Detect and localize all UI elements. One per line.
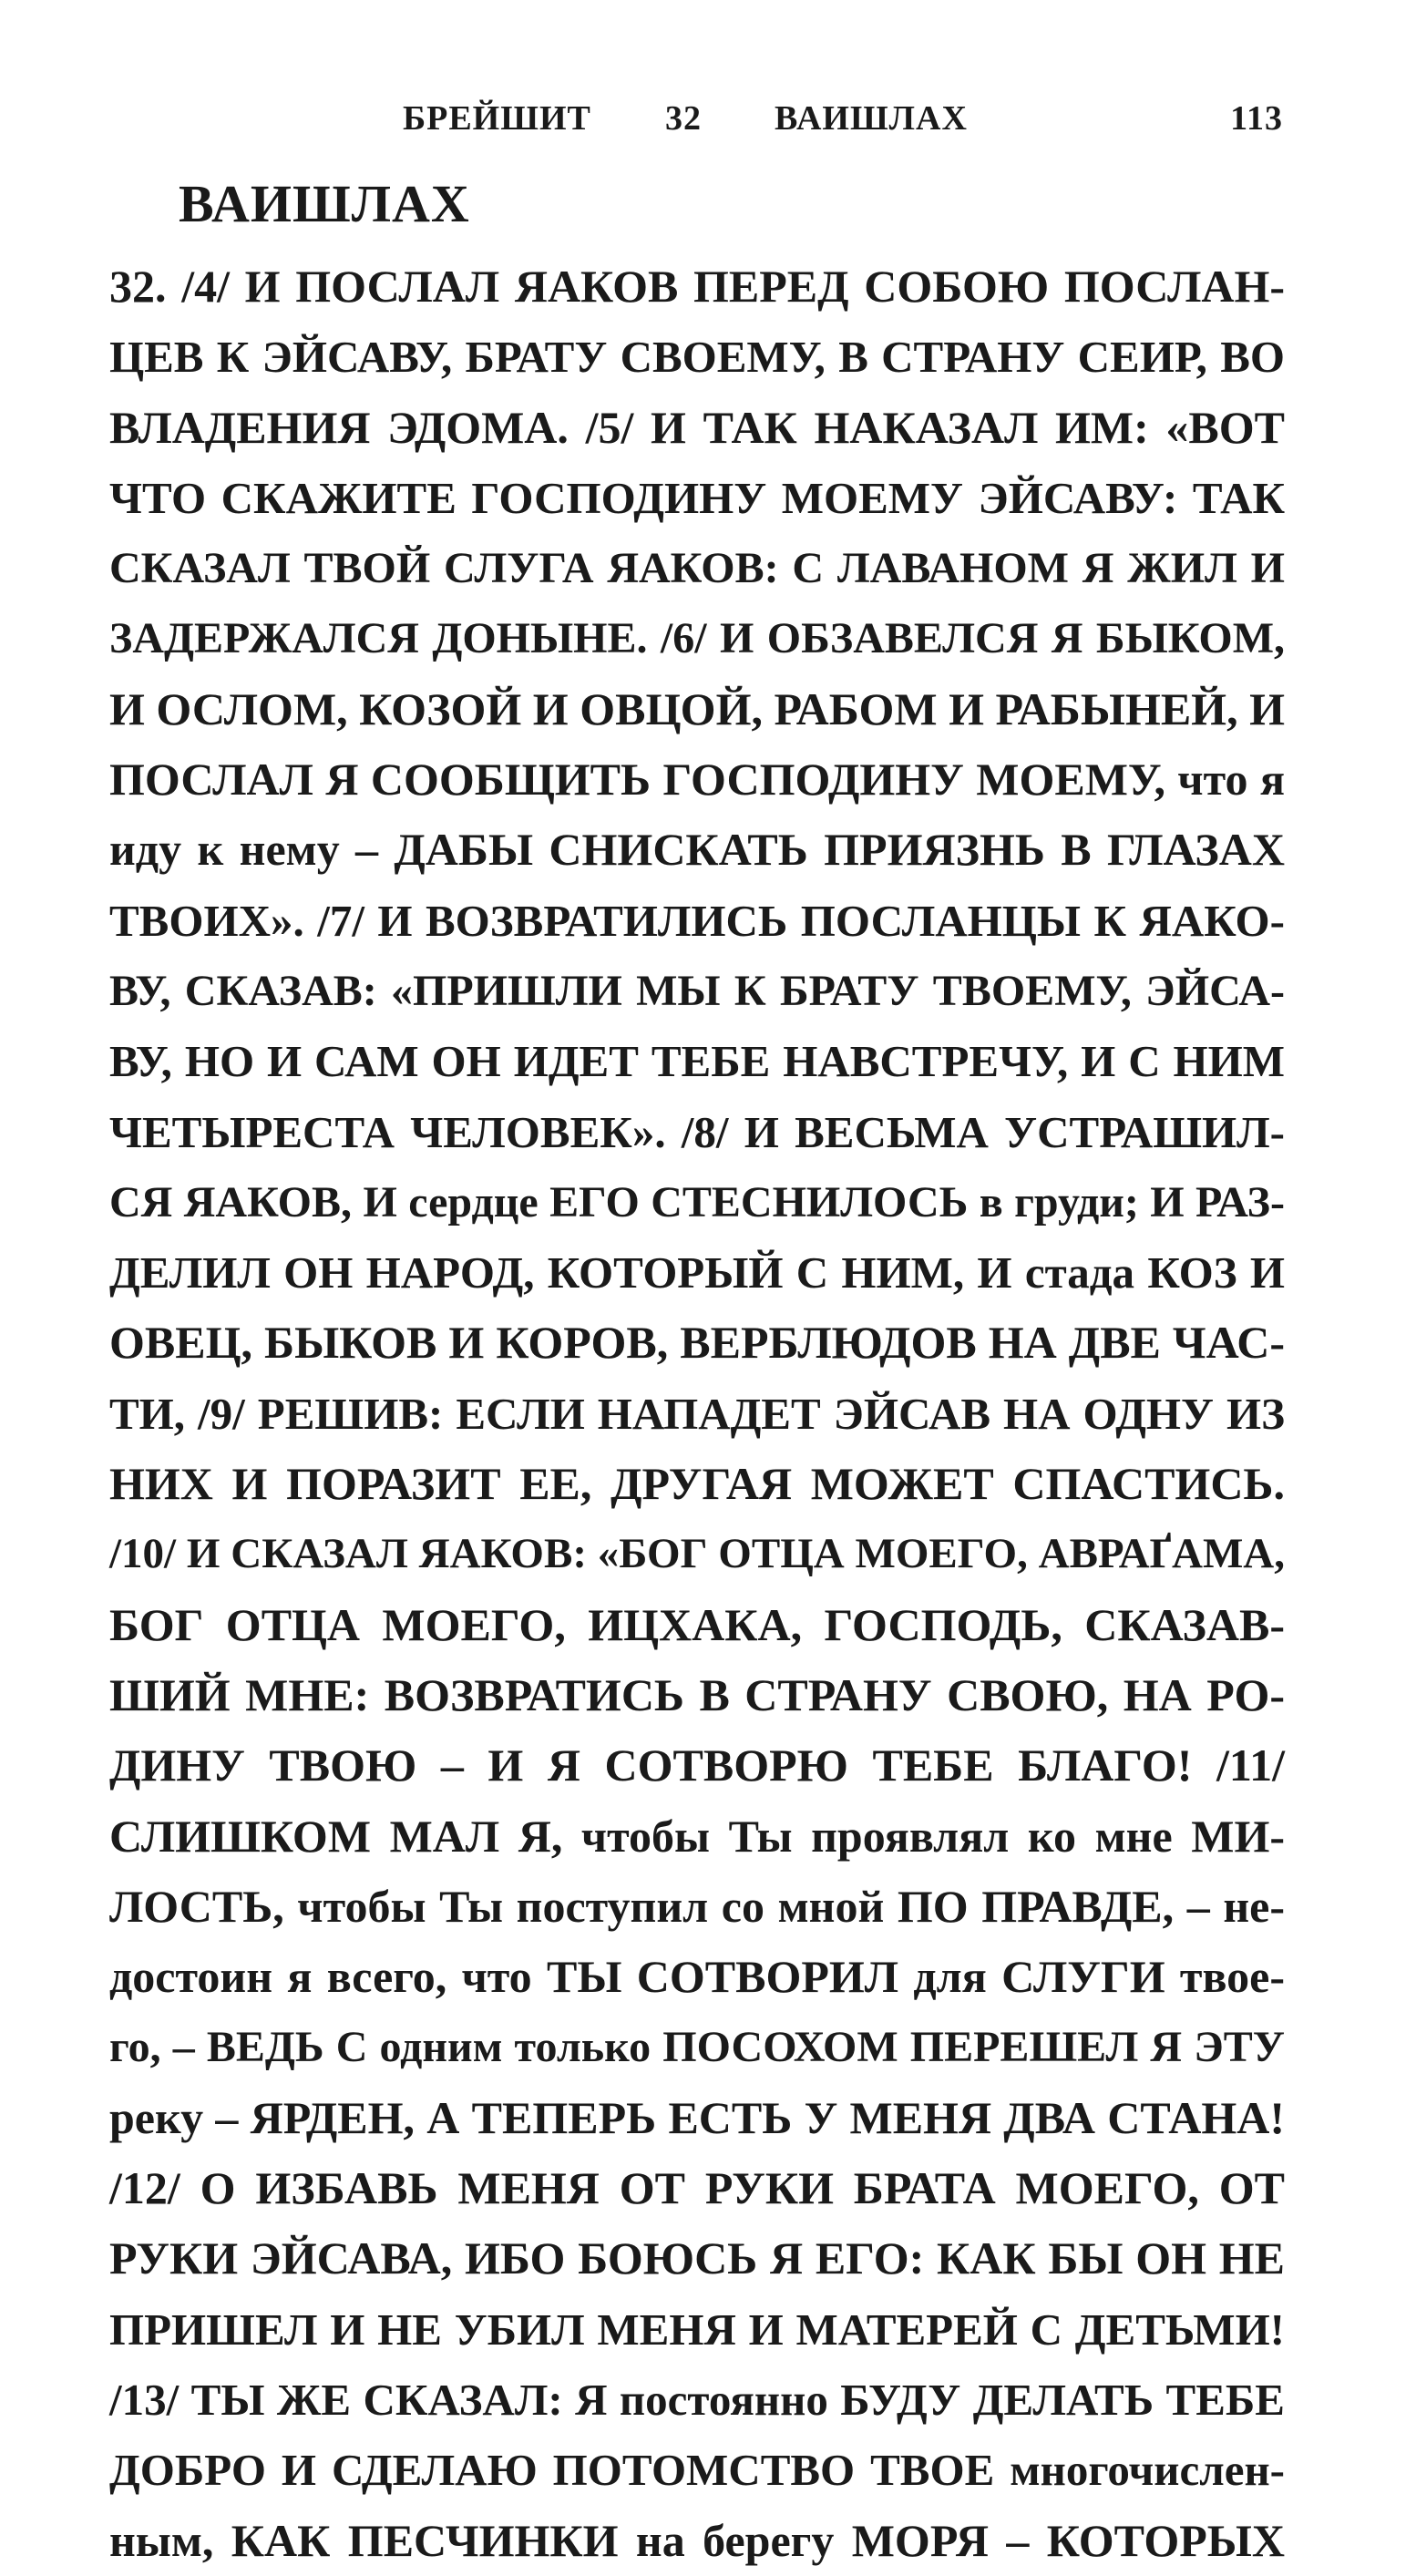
text-line: ЛОСТЬ, чтобы Ты поступил со мной ПО ПРАВДЕ, – не- [109,1880,1285,1932]
text-line: ДЕЛИЛ ОН НАРОД, КОТОРЫЙ С НИМ, И стада КОЗ И [109,1247,1285,1298]
text-line: /10/ И СКАЗАЛ ЯАКОВ: «БОГ ОТЦА МОЕГО, АВРАҐАМА, [109,1530,1285,1578]
text-line: СКАЗАЛ ТВОЙ СЛУГА ЯАКОВ: С ЛАВАНОМ Я ЖИЛ И [109,544,1285,593]
text-line: ШИЙ МНЕ: ВОЗВРАТИСЬ В СТРАНУ СВОЮ, НА РО- [109,1668,1285,1720]
text-line: ТВОИХ». /7/ И ВОЗВРАТИЛИСЬ ПОСЛАНЦЫ К ЯАКО- [109,895,1285,946]
text-line: СЯ ЯАКОВ, И сердце ЕГО СТЕСНИЛОСЬ в груди; И РАЗ- [109,1177,1285,1226]
text-line: И ОСЛОМ, КОЗОЙ И ОВЦОЙ, РАБОМ И РАБЫНЕЙ, И [109,682,1285,734]
section-title: ВАИШЛАХ [179,174,470,233]
text-line: ВУ, НО И САМ ОН ИДЕТ ТЕБЕ НАВСТРЕЧУ, И С НИМ [109,1036,1285,1087]
text-line: ным, КАК ПЕСЧИНКИ на берегу МОРЯ – КОТОРЫХ [109,2514,1285,2566]
text-line: ЧТО СКАЖИТЕ ГОСПОДИНУ МОЕМУ ЭЙСАВУ: ТАК [109,472,1285,523]
text-line: 32. /4/ И ПОСЛАЛ ЯАКОВ ПЕРЕД СОБОЮ ПОСЛАН- [109,261,1285,312]
text-line: РУКИ ЭЙСАВА, ИБО БОЮСЬ Я ЕГО: КАК БЫ ОН НЕ [109,2232,1285,2284]
text-line: ЧЕТЫРЕСТА ЧЕЛОВЕК». /8/ И ВЕСЬМА УСТРАШИЛ- [109,1106,1285,1157]
text-line: ПОСЛАЛ Я СООБЩИТЬ ГОСПОДИНУ МОЕМУ, что я [109,754,1285,806]
header-book-title: БРЕЙШИТ [403,99,591,138]
page-number: 113 [1230,99,1283,138]
text-line: ЗАДЕРЖАЛСЯ ДОНЫНЕ. /6/ И ОБЗАВЕЛСЯ Я БЫКОМ, [109,614,1285,663]
text-line: ТИ, /9/ РЕШИВ: ЕСЛИ НАПАДЕТ ЭЙСАВ НА ОДНУ ИЗ [109,1388,1285,1439]
text-line: ВЛАДЕНИЯ ЭДОМА. /5/ И ТАК НАКАЗАЛ ИМ: «ВОТ [109,401,1285,453]
text-line: ЦЕВ К ЭЙСАВУ, БРАТУ СВОЕМУ, В СТРАНУ СЕИР, ВО [109,332,1285,383]
text-line: иду к нему – ДАБЫ СНИСКАТЬ ПРИЯЗНЬ В ГЛАЗАХ [109,824,1285,876]
text-line: СЛИШКОМ МАЛ Я, чтобы Ты проявлял ко мне МИ- [109,1810,1285,1862]
running-header [109,98,1283,144]
text-line: ДИНУ ТВОЮ – И Я СОТВОРЮ ТЕБЕ БЛАГО! /11/ [109,1740,1285,1791]
text-line: ВУ, СКАЗАВ: «ПРИШЛИ МЫ К БРАТУ ТВОЕМУ, ЭЙСА- [109,966,1285,1015]
text-line: ДОБРО И СДЕЛАЮ ПОТОМСТВО ТВОЕ многочислен- [109,2445,1285,2496]
text-line: достоин я всего, что ТЫ СОТВОРИЛ для СЛУГИ твое- [109,1951,1285,2003]
text-line: /13/ ТЫ ЖЕ СКАЗАЛ: Я постоянно БУДУ ДЕЛАТЬ ТЕБЕ [109,2374,1285,2425]
body-text [109,251,1285,2576]
header-chapter-number: 32 [665,99,702,138]
text-line: реку – ЯРДЕН, А ТЕПЕРЬ ЕСТЬ У МЕНЯ ДВА СТАНА! [109,2091,1285,2143]
text-line: ОВЕЦ, БЫКОВ И КОРОВ, ВЕРБЛЮДОВ НА ДВЕ ЧАС- [109,1317,1285,1369]
text-line: НИХ И ПОРАЗИТ ЕЕ, ДРУГАЯ МОЖЕТ СПАСТИСЬ. [109,1458,1285,1510]
text-line: го, – ВЕДЬ С одним только ПОСОХОМ ПЕРЕШЕЛ Я ЭТУ [109,2023,1285,2072]
text-line: БОГ ОТЦА МОЕГО, ИЦХАКА, ГОСПОДЬ, СКАЗАВ- [109,1598,1285,1650]
text-line: ПРИШЕЛ И НЕ УБИЛ МЕНЯ И МАТЕРЕЙ С ДЕТЬМИ! [109,2304,1285,2355]
text-line: /12/ О ИЗБАВЬ МЕНЯ ОТ РУКИ БРАТА МОЕГО, ОТ [109,2162,1285,2214]
header-portion-title: ВАИШЛАХ [775,99,968,138]
